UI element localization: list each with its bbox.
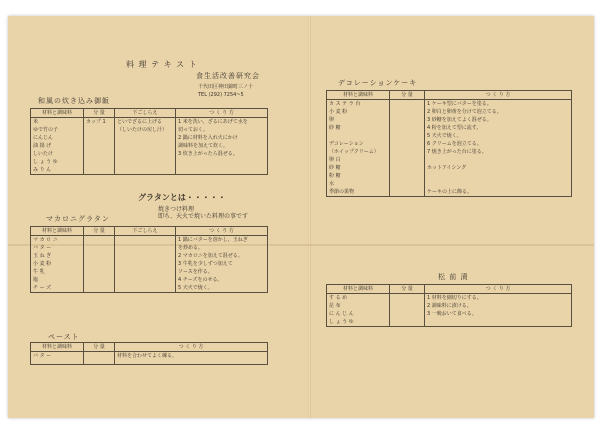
table-cell <box>115 166 176 175</box>
table-cell <box>115 150 176 158</box>
table-cell <box>425 172 572 180</box>
table-cell: 粉 糖 <box>327 172 390 180</box>
table-row <box>31 150 268 158</box>
table-cell <box>115 134 176 142</box>
table-cell: 7 焼き上がった台に塗る。 <box>425 148 572 156</box>
table-row <box>327 180 572 188</box>
column-header: つ く り 方 <box>176 227 268 236</box>
table-cell <box>425 156 572 164</box>
table-cell: 小 麦 粉 <box>31 260 84 268</box>
section-title-paste: ペースト <box>48 333 80 341</box>
table-cell: 材料を合わせてよく練る。 <box>115 352 268 361</box>
table-cell: 水 <box>327 180 390 188</box>
table-cell: 昆 布 <box>327 302 390 310</box>
table-row <box>327 140 572 148</box>
table-cell <box>390 294 425 303</box>
table-header-row <box>327 91 572 100</box>
table-row <box>31 276 268 284</box>
table-cell <box>390 100 425 109</box>
column-header: 材料と調味料 <box>327 285 390 294</box>
table-row <box>31 362 268 365</box>
table-cell <box>84 276 115 284</box>
table-cell <box>425 318 572 327</box>
table-cell <box>390 188 425 197</box>
table-row <box>31 352 268 361</box>
table-cell <box>390 132 425 140</box>
table-row <box>327 108 572 116</box>
table-cell <box>115 268 176 276</box>
column-header: 分 量 <box>84 343 115 352</box>
table-row <box>31 134 268 142</box>
table-cell <box>115 362 268 365</box>
column-header: 材料と調味料 <box>327 91 390 100</box>
table-row <box>31 166 268 175</box>
column-header: 分 量 <box>390 285 425 294</box>
table-cell: す る め <box>327 294 390 303</box>
table-cell: 3 牛乳を少しずつ加えて <box>176 260 268 268</box>
column-header: 分 量 <box>84 227 115 236</box>
table-cell: 3 炊き上がったら混ぜる。 <box>176 150 268 158</box>
column-header: つ く り 方 <box>425 91 572 100</box>
table-header-row <box>31 109 268 118</box>
table-row <box>327 172 572 180</box>
table-cell <box>84 362 115 365</box>
table-cell <box>390 124 425 132</box>
table-cell: チ ー ズ <box>31 284 84 293</box>
table-cell: といでざるに上げる <box>115 118 176 127</box>
table-cell: 5 天火で焼く。 <box>425 132 572 140</box>
table-cell: 小 麦 粉 <box>327 108 390 116</box>
cake-table <box>326 90 572 197</box>
table-cell: 1 鍋にバターを溶かし、玉ねぎ <box>176 236 268 245</box>
table-cell <box>176 158 268 166</box>
table-cell: し ょ う ゆ <box>31 158 84 166</box>
table-cell: ゆで竹の子 <box>31 126 84 134</box>
table-cell: 玉 ね ぎ <box>31 252 84 260</box>
table-cell: カ ス テ ラ 台 <box>327 100 390 109</box>
table-cell <box>84 166 115 175</box>
table-cell: 油 揚 げ <box>31 142 84 150</box>
table-cell <box>390 164 425 172</box>
table-cell <box>84 134 115 142</box>
table-cell: 切っておく。 <box>176 126 268 134</box>
section-title-gratin: マカロニグラタン <box>46 215 110 223</box>
section-title-matsumaezuke: 松 前 漬 <box>438 273 469 281</box>
table-cell: 5 天火で焼く。 <box>176 284 268 293</box>
table-row <box>327 156 572 164</box>
recipe-sheet <box>8 16 594 418</box>
table-cell <box>390 180 425 188</box>
table-cell <box>115 260 176 268</box>
table-cell <box>84 142 115 150</box>
table-cell: 塩 <box>31 276 84 284</box>
table-cell: デコレーション <box>327 140 390 148</box>
section-title-takikomi: 和風の炊き込み御飯 <box>38 97 110 105</box>
table-row <box>31 268 268 276</box>
table-cell <box>84 236 115 245</box>
table-row <box>327 164 572 172</box>
table-row <box>327 100 572 109</box>
table-row <box>327 318 572 327</box>
table-row <box>327 124 572 132</box>
table-cell <box>390 302 425 310</box>
table-cell <box>31 362 84 365</box>
table-cell: 4 チーズをのせる。 <box>176 276 268 284</box>
org-address: 千代田区神田錦町三ノ十 <box>198 84 254 90</box>
table-header-row <box>31 343 268 352</box>
table-cell: み り ん <box>31 166 84 175</box>
table-cell <box>115 158 176 166</box>
table-header-row <box>31 227 268 236</box>
table-row <box>327 310 572 318</box>
table-row <box>31 118 268 127</box>
table-cell <box>84 352 115 361</box>
table-cell <box>84 244 115 252</box>
table-cell <box>327 132 390 140</box>
table-cell: （しいたけの戻し汁） <box>115 126 176 134</box>
column-header: つ く り 方 <box>176 109 268 118</box>
gratin-table <box>30 226 268 293</box>
table-row <box>31 158 268 166</box>
table-cell: 米 <box>31 118 84 127</box>
table-cell: 牛 乳 <box>31 268 84 276</box>
column-header: つ く り 方 <box>115 343 268 352</box>
table-cell: 2 卵白と卵黄を分けて泡立てる。 <box>425 108 572 116</box>
table-cell: 3 砂糖を加えてよく混ぜる。 <box>425 116 572 124</box>
table-row <box>31 284 268 293</box>
table-cell: 3 一晩おいて食べる。 <box>425 310 572 318</box>
table-cell <box>390 310 425 318</box>
table-cell <box>84 126 115 134</box>
table-cell: にんじん <box>31 134 84 142</box>
table-row <box>31 126 268 134</box>
table-cell <box>390 148 425 156</box>
table-cell <box>115 284 176 293</box>
table-row <box>327 116 572 124</box>
gratin-sub2: 即ち、天火で焼いた料理の事です <box>158 213 249 220</box>
section-title-cake: デコレーションケーキ <box>338 79 418 87</box>
table-cell <box>84 252 115 260</box>
table-cell: 4 粉を加えて型に流す。 <box>425 124 572 132</box>
table-cell: 2 鍋に材料を入れ火にかけ <box>176 134 268 142</box>
column-header: 分 量 <box>84 109 115 118</box>
table-cell: ケーキの上に飾る。 <box>425 188 572 197</box>
column-header: 材料と調味料 <box>31 343 84 352</box>
table-cell: 1 米を洗い、ざるにあげて水を <box>176 118 268 127</box>
table-row <box>31 252 268 260</box>
table-cell: 砂 糖 <box>327 164 390 172</box>
table-cell: に ん じ ん <box>327 310 390 318</box>
table-cell <box>115 244 176 252</box>
table-cell <box>425 180 572 188</box>
paste-table <box>30 342 268 365</box>
center-fold <box>308 16 311 418</box>
table-header-row <box>327 285 572 294</box>
table-cell <box>115 142 176 150</box>
table-cell: バ タ ー <box>31 352 84 361</box>
table-cell: 調味料を加えて炊く。 <box>176 142 268 150</box>
matsumaezuke-table <box>326 284 572 327</box>
table-cell <box>390 172 425 180</box>
column-header: 分 量 <box>390 91 425 100</box>
table-cell: 季節の果物 <box>327 188 390 197</box>
table-cell: 1 材料を細切りにする。 <box>425 294 572 303</box>
table-cell <box>390 156 425 164</box>
table-cell <box>390 140 425 148</box>
table-row <box>327 294 572 303</box>
takikomi-table <box>30 108 268 175</box>
table-cell: 1 ケーキ型にバターを塗る。 <box>425 100 572 109</box>
table-cell: し ょ う ゆ <box>327 318 390 327</box>
table-cell: を炒める。 <box>176 244 268 252</box>
gratin-sub1: 焼きつけ料理 <box>158 206 195 213</box>
column-header: つ く り 方 <box>425 285 572 294</box>
table-cell: バ タ ー <box>31 244 84 252</box>
org-name: 食生活改善研究会 <box>196 72 260 80</box>
table-cell <box>84 268 115 276</box>
table-cell <box>390 108 425 116</box>
column-header: 下ごしらえ <box>115 109 176 118</box>
table-row <box>327 302 572 310</box>
table-cell <box>84 260 115 268</box>
table-row <box>31 142 268 150</box>
table-cell: 2 調味料に漬ける。 <box>425 302 572 310</box>
table-cell: マ カ ロ ニ <box>31 236 84 245</box>
table-cell <box>84 158 115 166</box>
column-header: 材料と調味料 <box>31 109 84 118</box>
table-cell: カップ 1 <box>84 118 115 127</box>
table-row <box>327 132 572 140</box>
table-row <box>31 244 268 252</box>
table-cell <box>390 318 425 327</box>
table-cell: 2 マカロニを加えて混ぜる。 <box>176 252 268 260</box>
table-row <box>327 148 572 156</box>
table-cell: 6 クリームを泡立てる。 <box>425 140 572 148</box>
table-cell: ソースを作る。 <box>176 268 268 276</box>
table-cell <box>390 116 425 124</box>
table-cell <box>115 276 176 284</box>
table-row <box>327 188 572 197</box>
table-cell <box>115 252 176 260</box>
table-cell: 卵 白 <box>327 156 390 164</box>
table-cell: しいたけ <box>31 150 84 158</box>
column-header: 材料と調味料 <box>31 227 84 236</box>
org-tel: TEL (292) 7254~5 <box>198 92 244 98</box>
table-cell <box>84 150 115 158</box>
table-cell <box>176 166 268 175</box>
table-row <box>31 236 268 245</box>
table-cell: ホットアイシング <box>425 164 572 172</box>
table-cell: 卵 <box>327 116 390 124</box>
table-cell <box>84 284 115 293</box>
gratin-heading: グラタンとは・・・・・ <box>138 193 226 202</box>
table-cell: （ホイップクリーム） <box>327 148 390 156</box>
column-header: 下ごしらえ <box>115 227 176 236</box>
header-title: 料 理 テ キ ス ト <box>126 60 198 69</box>
table-cell: 砂 糖 <box>327 124 390 132</box>
table-cell <box>115 236 176 245</box>
table-row <box>31 260 268 268</box>
